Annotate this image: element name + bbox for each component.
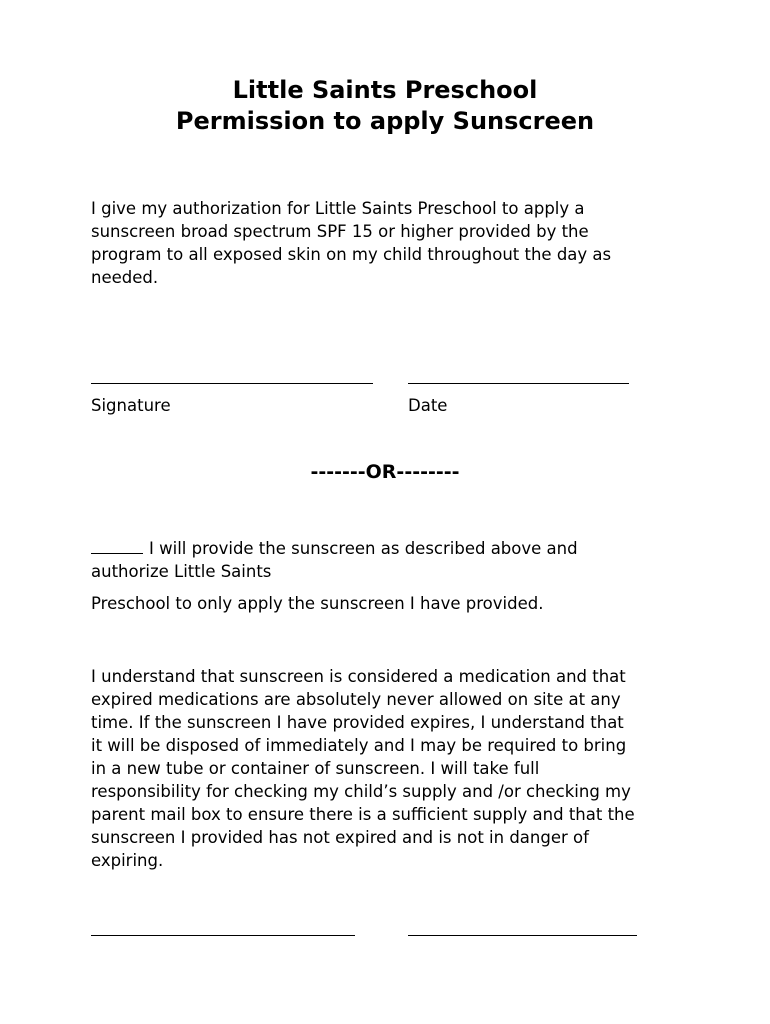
date-line[interactable] [408, 383, 629, 384]
second-date-line[interactable] [408, 935, 637, 936]
option-checkbox-blank[interactable] [91, 539, 143, 554]
signature-label: Signature [91, 396, 171, 415]
sunscreen-option [91, 537, 691, 583]
or-divider: -------OR-------- [310, 461, 460, 483]
second-signature-line[interactable] [91, 935, 355, 936]
date-label: Date [408, 396, 448, 415]
signature-line[interactable] [91, 383, 373, 384]
school-name-title: Little Saints Preschool [232, 76, 538, 104]
authorization-paragraph: I give my authorization for Little Saints Preschool to apply a sunscreen broad spectrum SPF 15 or higher provided by the program to all exposed skin on my child throughout the day as needed. [91, 199, 612, 287]
form-title: Permission to apply Sunscreen [175, 107, 595, 135]
option-continuation: Preschool to only apply the sunscreen I have provided. [91, 594, 544, 613]
understanding-paragraph: I understand that sunscreen is considered a medication and that expired medications are absolutely never allowed on site at any time. If the sunscreen I have provided expires, I understand that it will be disposed of immediately and I may be required to bring in a new tube or container of sunscreen. I will take full responsibility for checking my child’s supply and /or checking my parent mail box to ensure there is a sufficient supply and that the sunscreen I provided has not expired and is not in danger of expiring. [91, 667, 635, 870]
option-text: I will provide the sunscreen as described above and authorize Little Saints [91, 539, 578, 581]
